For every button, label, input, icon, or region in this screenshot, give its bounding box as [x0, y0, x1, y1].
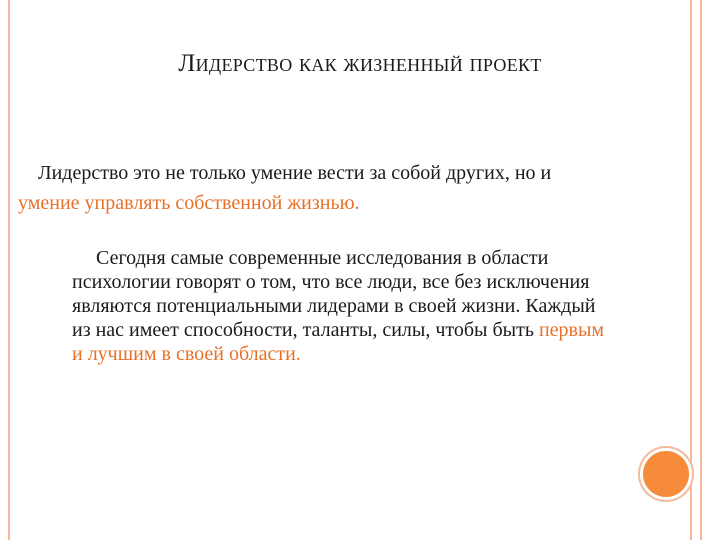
paragraph2-highlight: первым и лучшим в своей области.: [72, 319, 605, 365]
slide-title: Лидерство как жизненный проект: [178, 50, 542, 77]
paragraph-research: [72, 246, 612, 366]
paragraph-leadership-definition: [18, 158, 598, 218]
decorative-circle: [640, 448, 692, 500]
paragraph1-text: Лидерство это не только умение вести за собой других, но и: [38, 162, 552, 184]
right-border-line-inner: [690, 0, 692, 540]
paragraph1-highlight: умение управлять собственной жизнью.: [18, 192, 360, 214]
paragraph2-text: Сегодня самые современные исследования в области психологии говорят о том, что все люди, все без исключения являются потенциальными лидерами в своей жизни. Каждый из нас имеет способности, таланты, силы, чтобы быть: [72, 247, 596, 341]
left-border-line: [8, 0, 10, 540]
right-border-line-outer: [700, 0, 702, 540]
